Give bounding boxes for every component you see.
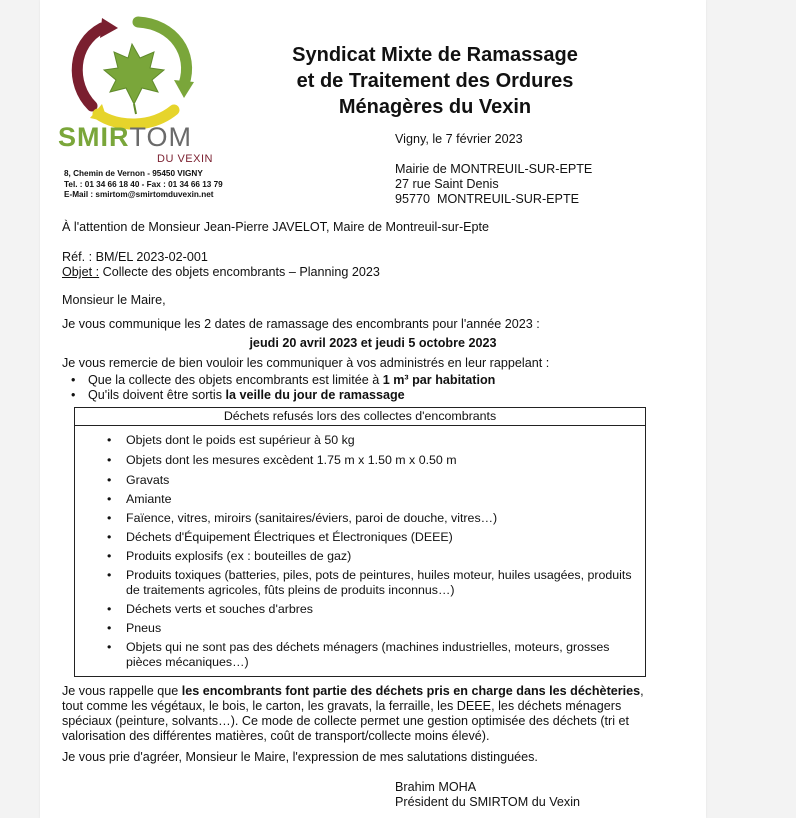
reference-block bbox=[62, 250, 380, 280]
closing-paragraph: Je vous rappelle que les encombrants font partie des déchets pris en charge dans les déchèteries, tout comme les végétaux, le bois, le carton, les gravats, la ferraille, les DEEE, les déchets ménagers spéciaux (peinture, solvants…). Ce mode de collecte permet une gestion optimisée des déchets (tri et valorisation des différentes matières, coût de transport/collecte moins élevé). bbox=[62, 684, 644, 743]
closing-formula: Je vous prie d'agréer, Monsieur le Maire, l'expression de mes salutations distinguées. bbox=[62, 750, 538, 764]
title-line: Syndicat Mixte de Ramassage bbox=[292, 44, 578, 66]
list-item: • Gravats bbox=[107, 473, 170, 487]
reminder-bullet: • Qu'ils doivent être sortis la veille du jour de ramassage bbox=[71, 388, 405, 402]
title-line: et de Traitement des Ordures bbox=[296, 70, 574, 92]
recipient-address bbox=[395, 162, 592, 207]
salutation: Monsieur le Maire, bbox=[62, 293, 166, 307]
signer-name: Brahim MOHA bbox=[395, 780, 477, 794]
signature-block bbox=[395, 780, 580, 810]
attention-line: À l'attention de Monsieur Jean-Pierre JAVELOT, Maire de Montreuil-sur-Epte bbox=[62, 220, 490, 234]
refused-waste-title: Déchets refusés lors des collectes d'encombrants bbox=[75, 408, 645, 426]
bullet-icon: • bbox=[71, 373, 76, 387]
letter-page bbox=[40, 0, 706, 818]
brand-name: SMIRTOM bbox=[58, 122, 192, 152]
list-item: • Objets qui ne sont pas des déchets ménagers (machines industrielles, moteurs, grosses pièces mécaniques…) bbox=[107, 640, 610, 669]
smirtom-logo-icon bbox=[62, 14, 204, 132]
signer-title: Président du SMIRTOM du Vexin bbox=[395, 795, 581, 809]
intro-paragraph: Je vous communique les 2 dates de ramassage des encombrants pour l'année 2023 : bbox=[62, 317, 540, 331]
list-item: • Déchets d'Équipement Électriques et Électroniques (DEEE) bbox=[107, 530, 453, 544]
list-item: • Déchets verts et souches d'arbres bbox=[107, 602, 313, 616]
recipient-line: Mairie de MONTREUIL-SUR-EPTE bbox=[395, 162, 593, 176]
list-item: • Objets dont le poids est supérieur à 50 kg bbox=[107, 433, 355, 447]
sender-address bbox=[64, 169, 223, 201]
organization-title bbox=[240, 42, 630, 120]
title-line: Ménagères du Vexin bbox=[338, 96, 532, 118]
subject-label: Objet : bbox=[62, 265, 100, 279]
letter-date: Vigny, le 7 février 2023 bbox=[395, 132, 523, 146]
bullet-icon: • bbox=[71, 388, 76, 402]
reminder-bullet: • Que la collecte des objets encombrants est limitée à 1 m³ par habitation bbox=[71, 373, 496, 387]
list-item: • Pneus bbox=[107, 621, 162, 635]
address-line: 8, Chemin de Vernon - 95450 VIGNY bbox=[64, 169, 203, 178]
recipient-line: 27 rue Saint Denis bbox=[395, 177, 499, 191]
list-item: • Objets dont les mesures excèdent 1.75 m x 1.50 m x 0.50 m bbox=[107, 453, 457, 467]
reminder-intro: Je vous remercie de bien vouloir les communiquer à vos administrés en leur rappelant : bbox=[62, 356, 550, 370]
refused-waste-box bbox=[74, 407, 646, 677]
list-item: • Produits toxiques (batteries, piles, pots de peintures, huiles moteur, huiles usagées, produits de traitements agricoles, fûts pleins de produits inconnus…) bbox=[107, 568, 632, 597]
subject-text: Collecte des objets encombrants – Planning 2023 bbox=[99, 265, 380, 279]
reference: Réf. : BM/EL 2023-02-001 bbox=[62, 250, 208, 264]
list-item: • Produits explosifs (ex : bouteilles de gaz) bbox=[107, 549, 352, 563]
recipient-line: 95770 MONTREUIL-SUR-EPTE bbox=[395, 192, 580, 206]
address-line: Tel. : 01 34 66 18 40 - Fax : 01 34 66 13 79 bbox=[64, 179, 223, 189]
address-line: E-Mail : smirtom@smirtomduvexin.net bbox=[64, 190, 214, 199]
list-item: • Faïence, vitres, miroirs (sanitaires/éviers, paroi de douche, vitres…) bbox=[107, 511, 498, 525]
subject bbox=[62, 265, 380, 280]
collection-dates: jeudi 20 avril 2023 et jeudi 5 octobre 2023 bbox=[249, 336, 497, 350]
brand-subtitle: DU VEXIN bbox=[157, 153, 213, 165]
list-item: • Amiante bbox=[107, 492, 172, 506]
